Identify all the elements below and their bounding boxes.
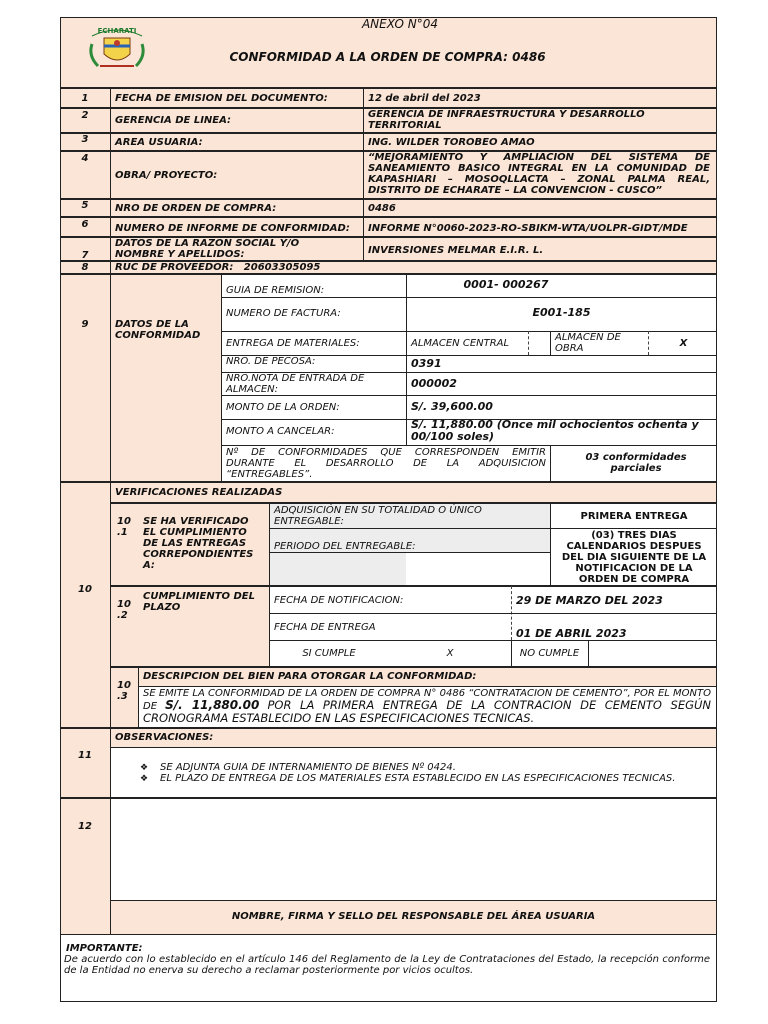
row-5-label: NRO DE ORDEN DE COMPRA: (115, 203, 277, 214)
fecha-entrega-label: FECHA DE ENTREGA (274, 622, 376, 633)
row-5-number: 5 (81, 200, 89, 211)
description-amount: S/. 11,880.00 (165, 698, 260, 712)
almacen-obra: ALMACEN DE OBRA (555, 332, 621, 354)
notificacion-value: 29 DE MARZO DEL 2023 (516, 594, 663, 607)
row-7-number: 7 (81, 250, 89, 261)
row-4-value: “MEJORAMIENTO Y AMPLIACION DEL SISTEMA DE SANEAMIENTO BASICO INTEGRAL EN LA COMUNIDAD DE KAPASHIARI – MOSOQLLACTA – ZONAL PALMA REAL, DISTRITO DE ECHARATE – LA CONVENCION - CUSCO” (368, 152, 710, 196)
notificacion-label: FECHA DE NOTIFICACION: (274, 595, 404, 606)
periodo-value: (03) TRES DIAS CALENDARIOS DESPUES DEL DIA SIGUIENTE DE LA NOTIFICACION DE LA ORDEN DE COMPRA (561, 530, 707, 585)
guia-label: GUIA DE REMISION: (226, 285, 325, 296)
section-12-number: 12 (78, 821, 92, 832)
row-8-number: 8 (81, 262, 89, 273)
section-9-label: DATOS DE LA CONFORMIDAD (115, 319, 201, 341)
description-part-2: POR LA PRIMERA ENTREGA DE LA CONTRACION DE CEMENTO SEGÚN CRONOGRAMA ESTABLECIDO EN LAS ESPECIFICACIONES TECNICAS. (143, 698, 712, 725)
factura-value: E001-185 (532, 306, 591, 319)
row-3-value: ING. WILDER TOROBEO AMAO (368, 137, 535, 148)
section-9-number-cell (60, 274, 111, 482)
row-8-label (115, 262, 415, 273)
row-1-label: FECHA DE EMISION DEL DOCUMENTO: (115, 93, 328, 104)
guia-value: 0001- 000267 (463, 278, 549, 291)
row-4-label: OBRA/ PROYECTO: (115, 170, 218, 181)
no-cumple: NO CUMPLE (519, 648, 580, 659)
almacen-central: ALMACEN CENTRAL (411, 338, 510, 349)
section-11-number: 11 (78, 750, 92, 761)
logo (86, 22, 148, 72)
pecosa-label: NRO. DE PECOSA: (226, 356, 316, 367)
conformidades-label: Nº DE CONFORMIDADES QUE CORRESPONDEN EMITIR DURANTE EL DESARROLLO DE LA ADQUISICION “ENTREGABLES”. (226, 447, 546, 480)
description-part-1: SE EMITE LA CONFORMIDAD DE LA ORDEN DE COMPRA N° 0486 “CONTRATACION DE CEMENTO”, POR EL MONTO DE (143, 688, 711, 712)
section-10-3-number: 10 .3 (117, 680, 131, 702)
signature-label: NOMBRE, FIRMA Y SELLO DEL RESPONSABLE DEL ÁREA USUARIA (231, 911, 596, 922)
fecha-entrega-value: 01 DE ABRIL 2023 (516, 627, 627, 640)
primera-entrega: PRIMERA ENTREGA (580, 511, 688, 522)
row-6-number: 6 (81, 219, 89, 230)
nota-value: 000002 (411, 377, 457, 390)
row-5-value: 0486 (368, 203, 396, 214)
row-4-number: 4 (81, 153, 89, 164)
logo-text: ECHARATI (97, 27, 137, 35)
row-2-value: GERENCIA DE INFRAESTRUCTURA Y DESARROLLO TERRITORIAL (368, 109, 645, 131)
si-cumple: SI CUMPLE (302, 648, 356, 659)
pecosa-value: 0391 (411, 357, 442, 370)
entrega-label: ENTREGA DE MATERIALES: (226, 338, 360, 349)
conformidades-value: 03 conformidades parciales (585, 452, 687, 474)
row-6-value: INFORME N°0060-2023-RO-SBIKM-WTA/UOLPR-GIDT/MDE (368, 223, 688, 234)
importante-title: IMPORTANTE: (66, 943, 143, 954)
monto-orden-value: S/. 39,600.00 (411, 400, 493, 413)
row-1-number: 1 (81, 93, 89, 104)
section-9-number: 9 (81, 319, 89, 330)
importante-text: De acuerdo con lo establecido en el artículo 146 del Reglamento de la Ley de Contrataciones del Estado, la recepción conforme de la Entidad no enerva su derecho a reclamar posteriormente por vicios ocultos. (64, 954, 710, 976)
section-10-number-cell (60, 482, 111, 728)
row-3-label: AREA USUARIA: (115, 137, 203, 148)
signature-area (110, 798, 717, 901)
row-8-label-text: RUC DE PROVEEDOR: (115, 262, 234, 273)
monto-cancelar-label: MONTO A CANCELAR: (226, 426, 335, 437)
annex-label: ANEXO N°04 (361, 17, 439, 31)
row-3-number: 3 (81, 134, 89, 145)
observacion-item-text: EL PLAZO DE ENTREGA DE LOS MATERIALES ESTA ESTABLECIDO EN LAS ESPECIFICACIONES TECNICAS. (160, 773, 676, 784)
verificaciones-title: VERIFICACIONES REALIZADAS (115, 487, 283, 498)
row-2-number: 2 (81, 110, 89, 121)
section-9-label-cell (110, 274, 222, 482)
observacion-item-text: SE ADJUNTA GUIA DE INTERNAMIENTO DE BIENES Nº 0424. (160, 762, 456, 773)
diamond-bullet-icon: ❖ (140, 763, 149, 773)
section-10-3-label: DESCRIPCION DEL BIEN PARA OTORGAR LA CONFORMIDAD: (143, 671, 477, 682)
almacen-obra-mark: X (679, 338, 688, 349)
row-7-value: INVERSIONES MELMAR E.I.R. L. (368, 245, 544, 256)
row-6-label: NUMERO DE INFORME DE CONFORMIDAD: (115, 223, 350, 234)
section-10-2-label: CUMPLIMIENTO DEL PLAZO (143, 591, 256, 613)
section-10-1-number: 10 .1 (117, 516, 131, 538)
row-2-label: GERENCIA DE LINEA: (115, 115, 232, 126)
si-cumple-mark: X (446, 648, 454, 659)
section-12-number-cell (60, 798, 111, 935)
observaciones-title: OBSERVACIONES: (115, 732, 214, 743)
section-10-number: 10 (78, 584, 92, 595)
section-11-number-cell (60, 728, 111, 798)
row-8-value: 20603305095 (243, 262, 321, 273)
nota-label: NRO.NOTA DE ENTRADA DE ALMACEN: (226, 373, 365, 395)
row-7-label: DATOS DE LA RAZON SOCIAL Y/O NOMBRE Y APELLIDOS: (115, 238, 300, 260)
monto-orden-label: MONTO DE LA ORDEN: (226, 402, 340, 413)
factura-label: NUMERO DE FACTURA: (226, 308, 341, 319)
diamond-bullet-icon: ❖ (140, 774, 149, 784)
page-title: CONFORMIDAD A LA ORDEN DE COMPRA: 0486 (229, 50, 546, 64)
row-1-value: 12 de abril del 2023 (368, 93, 481, 104)
adquisicion-label: ADQUISICIÓN EN SU TOTALIDAD O ÚNICO ENTREGABLE: (274, 505, 482, 527)
observacion-item (140, 773, 710, 785)
monto-cancelar-value: S/. 11,880.00 (Once mil ochocientos ochenta y 00/100 soles) (411, 418, 699, 443)
periodo-label: PERIODO DEL ENTREGABLE: (274, 541, 416, 552)
section-10-2-number: 10 .2 (117, 599, 131, 621)
description-text (143, 688, 711, 725)
section-10-1-label: SE HA VERIFICADO EL CUMPLIMIENTO DE LAS ENTREGAS CORREPONDIENTES A: (143, 516, 254, 571)
